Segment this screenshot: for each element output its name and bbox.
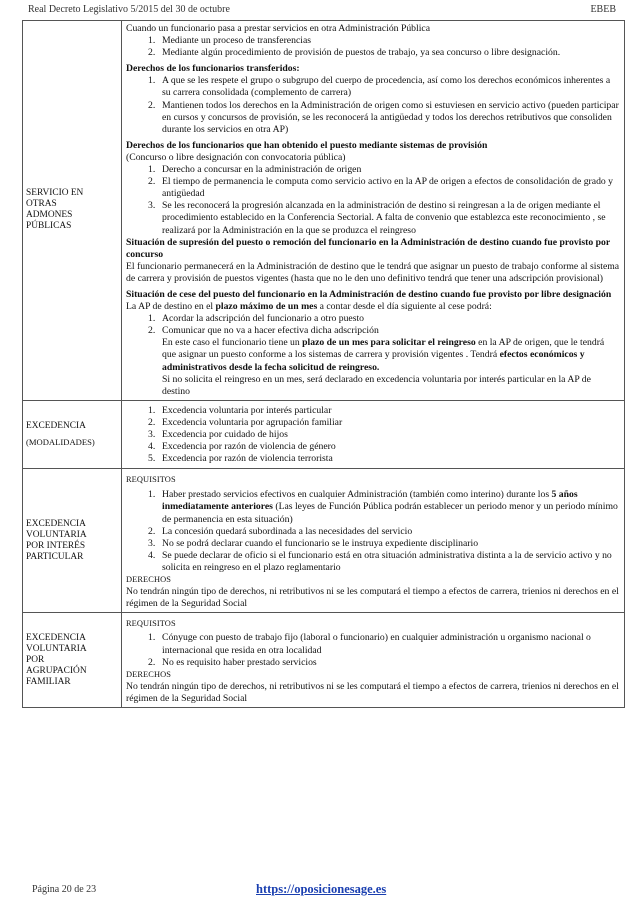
table-row xyxy=(23,21,625,401)
requisitos-heading: REQUISITOS xyxy=(126,475,176,485)
header-code: EBEB xyxy=(590,4,616,15)
provision-title: Derechos de los funcionarios que han obtenido el puesto mediante sistemas de provisión xyxy=(126,139,488,151)
derechos-heading: DERECHOS xyxy=(126,575,172,585)
list-item: 2. La concesión quedará subordinada a las necesidades del servicio xyxy=(148,525,413,537)
table-row xyxy=(23,400,625,468)
list-item: 3. Excedencia por cuidado de hijos xyxy=(148,429,288,440)
provision-subtitle: (Concurso o libre designación con convocatoria pública) xyxy=(126,151,346,163)
page-header xyxy=(28,4,616,20)
row-label-agrupacion: EXCEDENCIA VOLUNTARIA POR AGRUPACIÓN FAMILIAR xyxy=(23,613,122,708)
row-content-interes xyxy=(122,469,625,613)
modalidades-list xyxy=(126,405,620,465)
list-item: 1. Mediante un proceso de transferencias xyxy=(148,35,312,47)
requisitos-list xyxy=(126,489,620,574)
list-item: 3. No se podrá declarar cuando el funcionario se le instruya expediente disciplinario xyxy=(148,537,479,549)
website-link[interactable]: https://oposicionesage.es xyxy=(256,882,387,896)
transferidos-title: Derechos de los funcionarios transferidos: xyxy=(126,63,300,75)
row-label-excedencia: EXCEDENCIA (MODALIDADES) xyxy=(23,400,122,468)
derechos-heading: DERECHOS xyxy=(126,669,172,679)
list-item: 2. Comunicar que no va a hacer efectiva dicha adscripción xyxy=(148,325,379,337)
table-row xyxy=(23,469,625,613)
cese-paragraph-1: En este caso el funcionario tiene un plazo de un mes para solicitar el reingreso en la AP de origen, que le tendrá que asignar un puesto conforme a los sistemas de carrera y provisión vigentes . Tendrá efectos económicos y administrativos desde la fecha solicitud de reingreso. xyxy=(162,337,605,373)
requisitos-heading: REQUISITOS xyxy=(126,619,176,629)
supresion-text: El funcionario permanecerá en la Administración de destino que le tendrá que asignar un puesto de trabajo conforme al sistema de carrera y provisión de puestos vigentes (hasta que no le den uno definitivo tendrá que tener una adscripción provisional) xyxy=(126,260,620,284)
row-content-excedencia xyxy=(122,400,625,468)
table-row xyxy=(23,613,625,708)
intro-list xyxy=(126,35,620,59)
row-content-servicio xyxy=(122,21,625,401)
list-item: 5. Excedencia por razón de violencia terrorista xyxy=(148,453,333,465)
list-item: 1. Cónyuge con puesto de trabajo fijo (laboral o funcionario) en cualquier administración u organismo nacional o internacional que resida en otra localidad xyxy=(148,632,591,656)
list-item: 1. Acordar la adscripción del funcionario a otro puesto xyxy=(148,313,365,325)
list-item: 1. Derecho a concursar en la administración de origen xyxy=(148,164,362,176)
row-label-interes: EXCEDENCIA VOLUNTARIA POR INTERÉS PARTICULAR xyxy=(23,469,122,613)
row-label-servicio: SERVICIO EN OTRAS ADMONES PÚBLICAS xyxy=(23,21,122,401)
content-table xyxy=(22,20,625,708)
supresion-title: Situación de supresión del puesto o remoción del funcionario en la Administración de destino cuando fue provisto por concurso xyxy=(126,236,610,260)
list-item: 2. Mediante algún procedimiento de provisión de puestos de trabajo, ya sea concurso o libre designación. xyxy=(148,47,561,59)
list-item: 2. Excedencia voluntaria por agrupación familiar xyxy=(148,416,343,428)
list-item: 2. Mantienen todos los derechos en la Administración de origen como si estuviesen en servicio activo (pueden participar en cursos y concursos de provisión, se les reconocerá la antigüedad y todos los derechos retributivos que consoliden durante los servicios en otra AP) xyxy=(148,99,619,135)
list-item: 2. No es requisito haber prestado servicios xyxy=(148,656,317,668)
list-item: 4. Excedencia por razón de violencia de género xyxy=(148,441,336,453)
cese-list xyxy=(126,313,620,337)
page-footer xyxy=(28,882,616,898)
derechos-text: No tendrán ningún tipo de derechos, ni retributivos ni se les computará el tiempo a efectos de carrera, trienios ni derechos en el régimen de la Seguridad Social xyxy=(126,680,619,704)
provision-list xyxy=(126,164,620,237)
row-content-agrupacion xyxy=(122,613,625,708)
list-item: 1. Haber prestado servicios efectivos en cualquier Administración (también como interino) durante los 5 años inmediatamente anteriores (Las leyes de Función Pública podrán establecer un periodo menor y un periodo mínimo de permanencia en esta situación) xyxy=(148,489,618,525)
requisitos-list xyxy=(126,632,620,668)
header-title: Real Decreto Legislativo 5/2015 del 30 de octubre xyxy=(28,4,230,15)
list-item: 4. Se puede declarar de oficio si el funcionario está en otra situación administrativa distinta a la de servicio activo y no solicita en reingreso en el plazo reglamentario xyxy=(148,549,612,573)
list-item: 1. Excedencia voluntaria por interés particular xyxy=(148,404,332,416)
servicio-intro: Cuando un funcionario pasa a prestar servicios en otra Administración Pública xyxy=(126,23,430,34)
cese-paragraph-2: Si no solicita el reingreso en un mes, será declarado en excedencia voluntaria por interés particular en la AP de destino xyxy=(162,373,591,397)
list-item: 2. El tiempo de permanencia le computa como servicio activo en la AP de origen a efectos de consolidación de grado y antigüedad xyxy=(148,176,614,200)
cese-title: Situación de cese del puesto del funcionario en la Administración de destino cuando fue provisto por libre designación xyxy=(126,288,612,300)
cese-text: La AP de destino en el plazo máximo de un mes a contar desde el día siguiente al cese podrá: xyxy=(126,301,492,313)
transferidos-list xyxy=(126,75,620,135)
page-number: Página 20 de 23 xyxy=(32,884,97,895)
derechos-text: No tendrán ningún tipo de derechos, ni retributivos ni se les computará el tiempo a efectos de carrera, trienios ni derechos en el régimen de la Seguridad Social xyxy=(126,586,619,610)
list-item: 1. A que se les respete el grupo o subgrupo del cuerpo de procedencia, así como los derechos económicos inherentes a su carrera consolidada (complemento de carrera) xyxy=(148,75,611,99)
list-item: 3. Se les reconocerá la progresión alcanzada en la administración de destino si reingresan a la de origen mediante el procedimiento establecido en la Conferencia Sectorial. A falta de convenio que establezca este reconocimiento , se realizará por la Administración en la que se produzca el reingreso xyxy=(148,200,606,236)
